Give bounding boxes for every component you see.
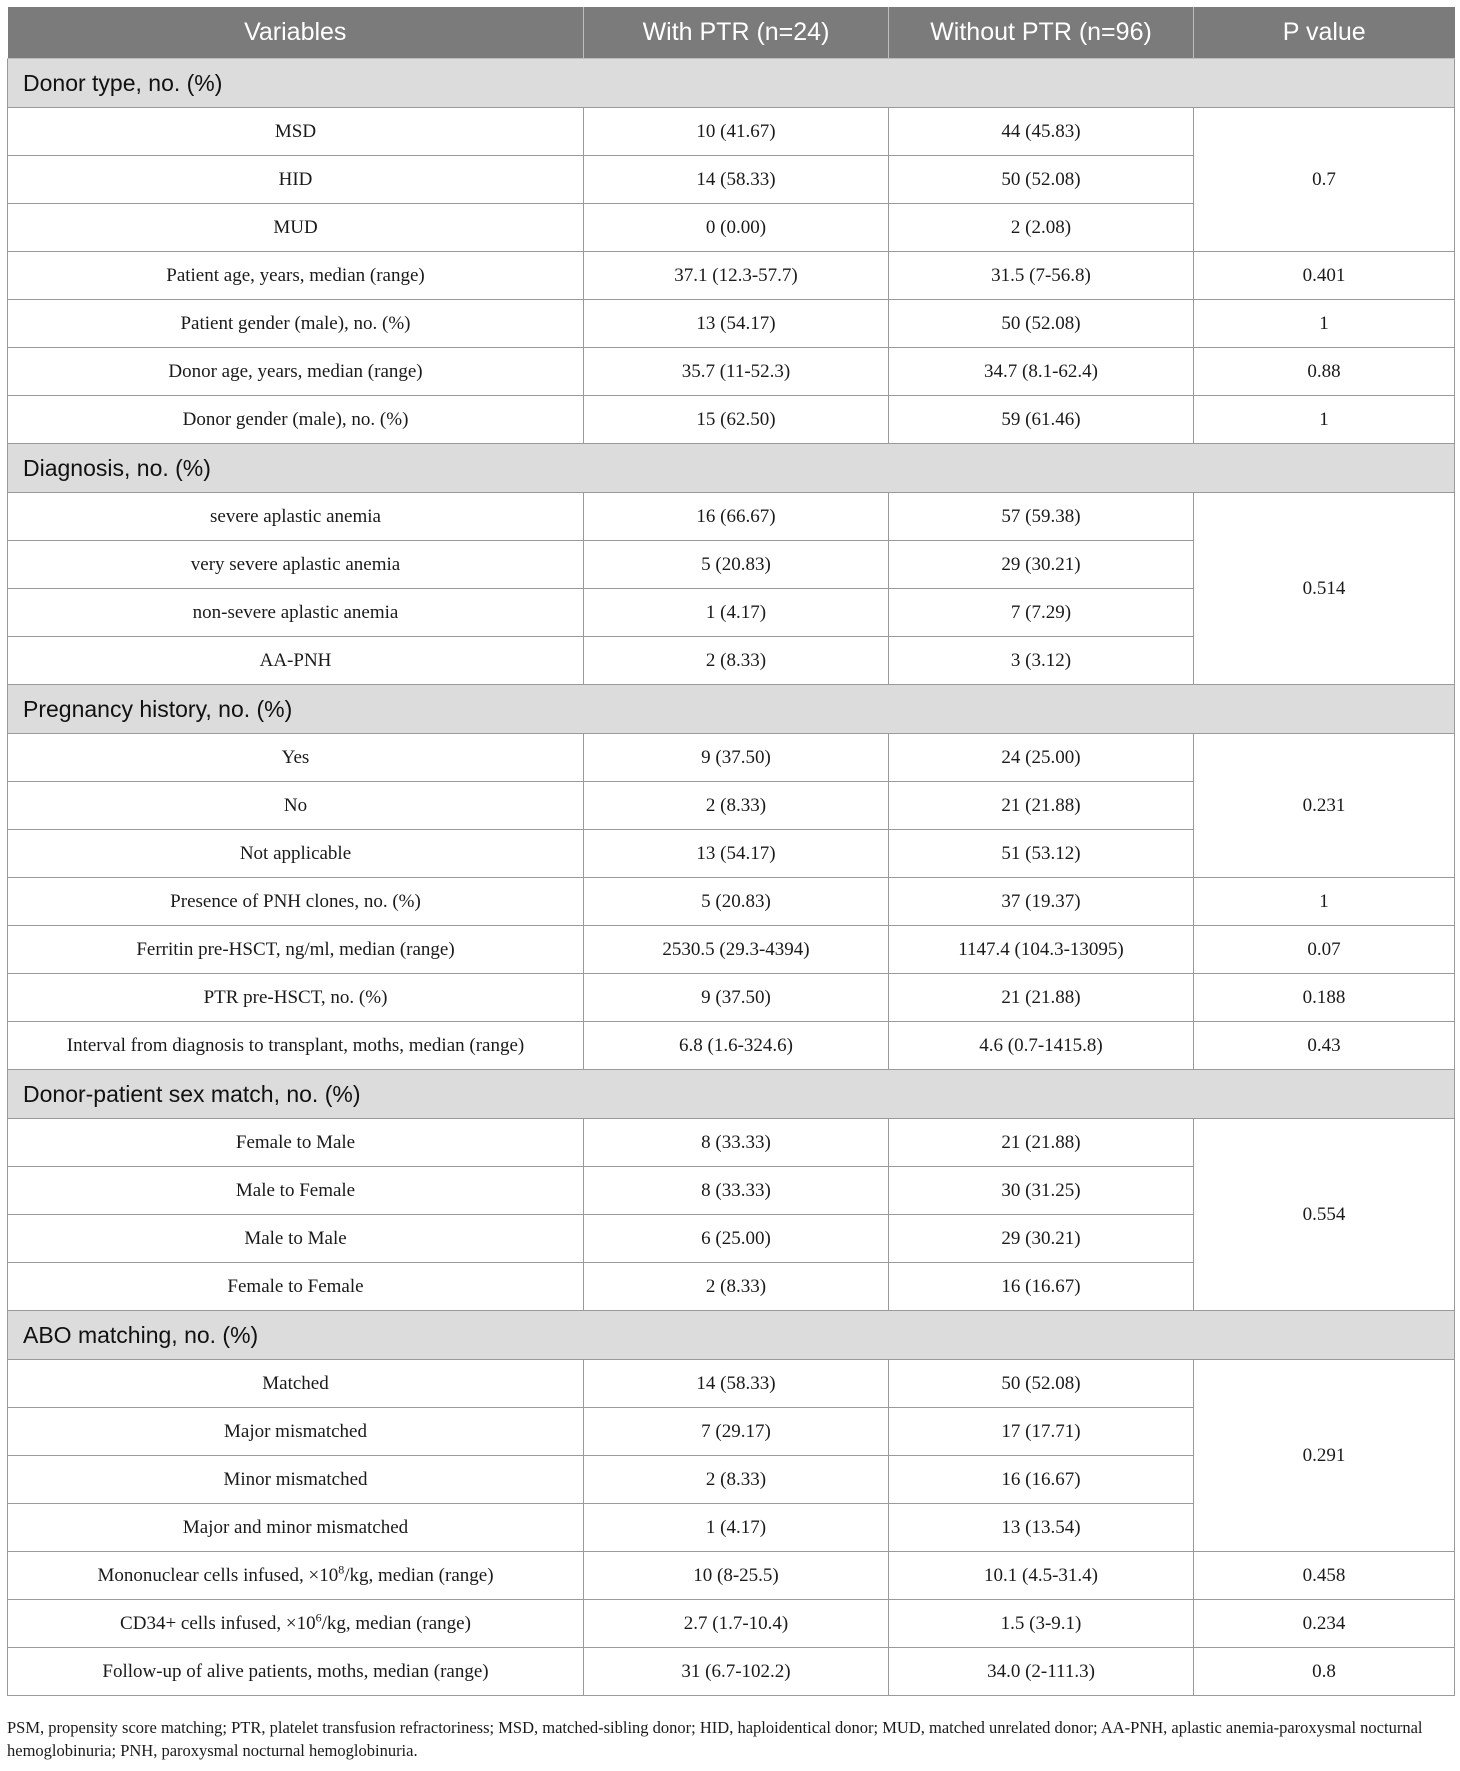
table-row: [8, 252, 1455, 300]
with-ptr-cell: 7 (29.17): [584, 1408, 889, 1456]
with-ptr-cell: 6 (25.00): [584, 1215, 889, 1263]
variable-cell: Major and minor mismatched: [8, 1504, 584, 1552]
variable-cell: Presence of PNH clones, no. (%): [8, 878, 584, 926]
without-ptr-cell: 44 (45.83): [889, 108, 1194, 156]
variable-cell: Patient age, years, median (range): [8, 252, 584, 300]
table-row: [8, 348, 1455, 396]
variable-cell: Interval from diagnosis to transplant, moths, median (range): [8, 1022, 584, 1070]
table-row: [8, 974, 1455, 1022]
variable-cell: Female to Female: [8, 1263, 584, 1311]
table-row: [8, 1600, 1455, 1648]
table-row: [8, 396, 1455, 444]
table-row: [8, 1119, 1455, 1167]
with-ptr-cell: 8 (33.33): [584, 1167, 889, 1215]
without-ptr-cell: 21 (21.88): [889, 974, 1194, 1022]
variable-cell: [8, 1600, 584, 1648]
p-value-cell: 0.401: [1194, 252, 1455, 300]
p-value-cell: 0.458: [1194, 1552, 1455, 1600]
p-value-cell: 0.291: [1194, 1360, 1455, 1552]
p-value-cell: 0.234: [1194, 1600, 1455, 1648]
p-value-cell: 0.43: [1194, 1022, 1455, 1070]
with-ptr-cell: 16 (66.67): [584, 493, 889, 541]
variable-cell: Yes: [8, 734, 584, 782]
p-value-cell: 1: [1194, 878, 1455, 926]
p-value-cell: 0.231: [1194, 734, 1455, 878]
table-row: [8, 300, 1455, 348]
variable-label: CD34+ cells infused, ×10: [120, 1612, 316, 1634]
section-header-row: [8, 444, 1455, 493]
without-ptr-cell: 50 (52.08): [889, 300, 1194, 348]
with-ptr-cell: 37.1 (12.3-57.7): [584, 252, 889, 300]
p-value-cell: 0.188: [1194, 974, 1455, 1022]
exponent: 6: [315, 1610, 322, 1625]
without-ptr-cell: 34.7 (8.1-62.4): [889, 348, 1194, 396]
variable-label-tail: /kg, median (range): [344, 1564, 494, 1586]
with-ptr-cell: 14 (58.33): [584, 1360, 889, 1408]
without-ptr-cell: 16 (16.67): [889, 1263, 1194, 1311]
section-title: ABO matching, no. (%): [8, 1311, 1455, 1360]
with-ptr-cell: 10 (41.67): [584, 108, 889, 156]
without-ptr-cell: 3 (3.12): [889, 637, 1194, 685]
without-ptr-cell: 10.1 (4.5-31.4): [889, 1552, 1194, 1600]
without-ptr-cell: 29 (30.21): [889, 1215, 1194, 1263]
table-row: [8, 1648, 1455, 1696]
without-ptr-cell: 59 (61.46): [889, 396, 1194, 444]
variable-cell: Follow-up of alive patients, moths, median (range): [8, 1648, 584, 1696]
variable-cell: Patient gender (male), no. (%): [8, 300, 584, 348]
variable-cell: HID: [8, 156, 584, 204]
variable-cell: Female to Male: [8, 1119, 584, 1167]
variable-cell: MUD: [8, 204, 584, 252]
table-body: [8, 59, 1455, 1696]
with-ptr-cell: 35.7 (11-52.3): [584, 348, 889, 396]
section-title: Diagnosis, no. (%): [8, 444, 1455, 493]
variable-cell: Not applicable: [8, 830, 584, 878]
with-ptr-cell: 14 (58.33): [584, 156, 889, 204]
table-row: [8, 1360, 1455, 1408]
without-ptr-cell: 24 (25.00): [889, 734, 1194, 782]
without-ptr-cell: 31.5 (7-56.8): [889, 252, 1194, 300]
with-ptr-cell: 15 (62.50): [584, 396, 889, 444]
data-table: [7, 7, 1455, 1696]
without-ptr-cell: 51 (53.12): [889, 830, 1194, 878]
with-ptr-cell: 31 (6.7-102.2): [584, 1648, 889, 1696]
table-row: [8, 926, 1455, 974]
without-ptr-cell: 50 (52.08): [889, 156, 1194, 204]
with-ptr-cell: 5 (20.83): [584, 878, 889, 926]
table-row: [8, 108, 1455, 156]
variable-label: Mononuclear cells infused, ×10: [97, 1564, 339, 1586]
p-value-cell: 1: [1194, 300, 1455, 348]
table-row: [8, 734, 1455, 782]
p-value-cell: 1: [1194, 396, 1455, 444]
p-value-cell: 0.88: [1194, 348, 1455, 396]
with-ptr-cell: 2 (8.33): [584, 1456, 889, 1504]
variable-cell: non-severe aplastic anemia: [8, 589, 584, 637]
variable-cell: MSD: [8, 108, 584, 156]
table-header-row: [8, 7, 1455, 59]
with-ptr-cell: 2 (8.33): [584, 637, 889, 685]
p-value-cell: 0.8: [1194, 1648, 1455, 1696]
with-ptr-cell: 2 (8.33): [584, 1263, 889, 1311]
with-ptr-cell: 2530.5 (29.3-4394): [584, 926, 889, 974]
with-ptr-cell: 1 (4.17): [584, 1504, 889, 1552]
variable-cell: Male to Male: [8, 1215, 584, 1263]
without-ptr-cell: 57 (59.38): [889, 493, 1194, 541]
variable-cell: [8, 1552, 584, 1600]
table-row: [8, 1022, 1455, 1070]
with-ptr-cell: 5 (20.83): [584, 541, 889, 589]
without-ptr-cell: 50 (52.08): [889, 1360, 1194, 1408]
section-title: Donor type, no. (%): [8, 59, 1455, 108]
section-header-row: [8, 1070, 1455, 1119]
variable-cell: PTR pre-HSCT, no. (%): [8, 974, 584, 1022]
section-header-row: [8, 59, 1455, 108]
variable-cell: Ferritin pre-HSCT, ng/ml, median (range): [8, 926, 584, 974]
variable-cell: very severe aplastic anemia: [8, 541, 584, 589]
with-ptr-cell: 9 (37.50): [584, 974, 889, 1022]
with-ptr-cell: 13 (54.17): [584, 830, 889, 878]
without-ptr-cell: 21 (21.88): [889, 1119, 1194, 1167]
variable-cell: Donor age, years, median (range): [8, 348, 584, 396]
without-ptr-cell: 13 (13.54): [889, 1504, 1194, 1552]
header-p-value: P value: [1194, 7, 1455, 59]
with-ptr-cell: 13 (54.17): [584, 300, 889, 348]
with-ptr-cell: 9 (37.50): [584, 734, 889, 782]
variable-cell: Donor gender (male), no. (%): [8, 396, 584, 444]
without-ptr-cell: 1147.4 (104.3-13095): [889, 926, 1194, 974]
with-ptr-cell: 10 (8-25.5): [584, 1552, 889, 1600]
without-ptr-cell: 30 (31.25): [889, 1167, 1194, 1215]
without-ptr-cell: 1.5 (3-9.1): [889, 1600, 1194, 1648]
p-value-cell: 0.07: [1194, 926, 1455, 974]
variable-cell: severe aplastic anemia: [8, 493, 584, 541]
table-row: [8, 493, 1455, 541]
section-title: Pregnancy history, no. (%): [8, 685, 1455, 734]
header-without-ptr: Without PTR (n=96): [889, 7, 1194, 59]
header-with-ptr: With PTR (n=24): [584, 7, 889, 59]
with-ptr-cell: 8 (33.33): [584, 1119, 889, 1167]
without-ptr-cell: 37 (19.37): [889, 878, 1194, 926]
header-variables: Variables: [8, 7, 584, 59]
variable-cell: No: [8, 782, 584, 830]
variable-cell: Minor mismatched: [8, 1456, 584, 1504]
without-ptr-cell: 17 (17.71): [889, 1408, 1194, 1456]
without-ptr-cell: 4.6 (0.7-1415.8): [889, 1022, 1194, 1070]
with-ptr-cell: 2.7 (1.7-10.4): [584, 1600, 889, 1648]
with-ptr-cell: 6.8 (1.6-324.6): [584, 1022, 889, 1070]
section-header-row: [8, 685, 1455, 734]
variable-cell: Major mismatched: [8, 1408, 584, 1456]
p-value-cell: 0.554: [1194, 1119, 1455, 1311]
section-header-row: [8, 1311, 1455, 1360]
p-value-cell: 0.7: [1194, 108, 1455, 252]
exponent: 8: [338, 1562, 345, 1577]
without-ptr-cell: 16 (16.67): [889, 1456, 1194, 1504]
table-row: [8, 878, 1455, 926]
without-ptr-cell: 21 (21.88): [889, 782, 1194, 830]
without-ptr-cell: 2 (2.08): [889, 204, 1194, 252]
table-row: [8, 1552, 1455, 1600]
with-ptr-cell: 2 (8.33): [584, 782, 889, 830]
without-ptr-cell: 29 (30.21): [889, 541, 1194, 589]
with-ptr-cell: 0 (0.00): [584, 204, 889, 252]
without-ptr-cell: 34.0 (2-111.3): [889, 1648, 1194, 1696]
with-ptr-cell: 1 (4.17): [584, 589, 889, 637]
variable-cell: AA-PNH: [8, 637, 584, 685]
section-title: Donor-patient sex match, no. (%): [8, 1070, 1455, 1119]
p-value-cell: 0.514: [1194, 493, 1455, 685]
table-container: [7, 7, 1454, 1696]
variable-label-tail: /kg, median (range): [321, 1612, 471, 1634]
variable-cell: Matched: [8, 1360, 584, 1408]
variable-cell: Male to Female: [8, 1167, 584, 1215]
without-ptr-cell: 7 (7.29): [889, 589, 1194, 637]
table-footnote: PSM, propensity score matching; PTR, platelet transfusion refractoriness; MSD, matched-sibling donor; HID, haploidentical donor; MUD, matched unrelated donor; AA-PNH, aplastic anemia-paroxysmal nocturnal hemoglobinuria; PNH, paroxysmal nocturnal hemoglobinuria.: [7, 1718, 1423, 1760]
